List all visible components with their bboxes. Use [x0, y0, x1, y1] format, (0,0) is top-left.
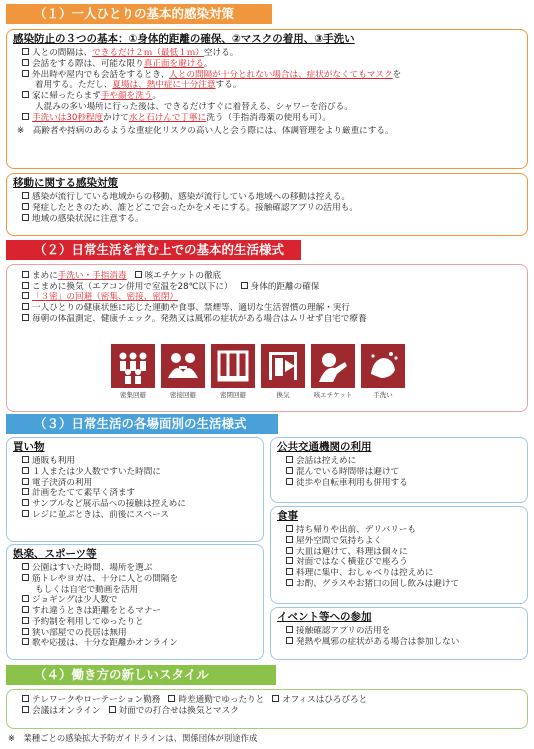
- pictogram: 密集回避: [108, 344, 158, 399]
- list-row: [13, 695, 521, 706]
- checkbox-icon: [22, 91, 29, 98]
- list-item: 咳エチケットの徹底: [135, 271, 222, 282]
- checkbox-icon: [22, 292, 29, 299]
- checkbox-icon: [22, 203, 29, 210]
- checkbox-icon: [286, 525, 293, 532]
- footer-note: ※ 業種ごとの感染拡大予防ガイドラインは、関係団体が別途作成: [8, 733, 258, 743]
- pictogram: 換気: [258, 344, 308, 399]
- checkbox-icon: [22, 456, 29, 463]
- section-1-header: （１）一人ひとりの基本的感染対策: [6, 4, 272, 24]
- handwash-icon: [361, 344, 405, 388]
- ventilation-icon: [261, 344, 305, 388]
- list-row: [13, 706, 521, 717]
- checkbox-icon: [286, 568, 293, 575]
- list-item: 混んでいる時間帯は避けて: [277, 467, 521, 478]
- list-item: 公園はすいた時間、場所を選ぶ: [13, 563, 257, 574]
- list-item: 会議はオンライン: [22, 706, 101, 717]
- checkbox-icon: [22, 282, 29, 289]
- checkbox-icon: [22, 606, 29, 613]
- checkbox-icon: [22, 48, 29, 55]
- list-item-continued: 人混みの多い場所に行った後は、できるだけすぐに着替える、シャワーを浴びる。: [35, 101, 353, 112]
- checkbox-icon: [286, 547, 293, 554]
- list-item: 外出時や屋内でも会話をするとき、人との間隔が十分とれない場合は、症状がなくてもマスクを: [13, 70, 521, 81]
- list-row: [13, 282, 521, 293]
- checkbox-icon: [168, 695, 175, 702]
- shopping-title: 買い物: [13, 441, 45, 453]
- cough-etiquette-icon: [311, 344, 355, 388]
- movement-box: [6, 173, 528, 236]
- list-item: 接触確認アプリの活用を: [277, 626, 521, 637]
- checkbox-icon: [109, 706, 116, 713]
- list-item: 地域の感染状況に注意する。: [13, 214, 521, 225]
- checkbox-icon: [272, 695, 279, 702]
- list-item-continued: 着用する。ただし、夏場は、熱中症に十分注意する。: [35, 80, 242, 91]
- list-item: 対面ではなく横並びで座ろう: [277, 557, 521, 568]
- transport-title: 公共交通機関の利用: [277, 441, 372, 453]
- list-item: 発熱や風邪の症状がある場合は参加しない: [277, 637, 521, 648]
- checkbox-icon: [22, 70, 29, 77]
- list-item: 時差通勤でゆったりと: [168, 695, 264, 706]
- pictogram: 手洗い: [358, 344, 408, 399]
- section-3-header: （３）日常生活の各場面別の生活様式: [6, 414, 278, 434]
- checkbox-icon: [286, 478, 293, 485]
- checkbox-icon: [22, 574, 29, 581]
- crowd-icon: [111, 344, 155, 388]
- list-item: 一人ひとりの健康状態に応じた運動や食事、禁煙等、適切な生活習慣の理解・実行: [13, 303, 521, 314]
- list-row: [13, 271, 521, 282]
- section-2-header: （２）日常生活を営む上での基本的生活様式: [6, 240, 301, 260]
- checkbox-icon: [22, 617, 29, 624]
- list-item: まめに手洗い・手指消毒: [22, 271, 127, 282]
- list-item-continued: もしくは自宅で動画を活用: [35, 584, 139, 595]
- checkbox-icon: [135, 271, 142, 278]
- list-item: 感染が流行している地域からの移動、感染が流行している地域への移動は控える。: [13, 192, 521, 203]
- list-item: 毎朝の体温測定、健康チェック。発熱又は風邪の症状がある場合はムリせず自宅で療養: [13, 314, 521, 325]
- checkbox-icon: [286, 456, 293, 463]
- work-style-box: [6, 689, 528, 729]
- event-box: [270, 607, 528, 660]
- checkbox-icon: [286, 579, 293, 586]
- checkbox-icon: [22, 628, 29, 635]
- checkbox-icon: [22, 467, 29, 474]
- leisure-box: [6, 544, 264, 660]
- list-item: 家に帰ったらまず手や顔を洗う。: [13, 91, 521, 102]
- list-item: 狭い部屋での長居は無用: [13, 628, 257, 639]
- checkbox-icon: [22, 192, 29, 199]
- list-item: 対面での打合せは換気とマスク: [109, 706, 239, 717]
- pictogram: 咳エチケット: [308, 344, 358, 399]
- checkbox-icon: [22, 478, 29, 485]
- checkbox-icon: [22, 706, 29, 713]
- list-item: 屋外空間で気持ちよく: [277, 536, 521, 547]
- checkbox-icon: [22, 695, 29, 702]
- list-item: すれ違うときは距離をとるマナー: [13, 606, 257, 617]
- section-4-header: （４）働き方の新しいスタイル: [6, 665, 276, 685]
- list-item: 大皿は避けて、料理は個々に: [277, 547, 521, 558]
- list-item: 筋トレやヨガは、十分に人との間隔を: [13, 574, 257, 585]
- list-item: オフィスはひろびろと: [272, 695, 367, 706]
- transport-box: [270, 437, 528, 503]
- meal-title: 食事: [277, 510, 298, 522]
- list-item: 通販も利用: [13, 456, 257, 467]
- checkbox-icon: [241, 282, 248, 289]
- checkbox-icon: [22, 214, 29, 221]
- movement-title: 移動に関する感染対策: [13, 177, 118, 189]
- list-item: 料理に集中、おしゃべりは控えめに: [277, 568, 521, 579]
- checkbox-icon: [22, 510, 29, 517]
- high-risk-note: ※ 高齢者や持病のあるような重症化リスクの高い人と会う際には、体調管理をより厳重にする。: [17, 126, 394, 137]
- list-item: テレワークやローテーション勤務: [22, 695, 160, 706]
- list-item: サンプルなど展示品への接触は控えめに: [13, 499, 257, 510]
- pictogram-row: [108, 344, 408, 399]
- list-item: ジョギングは少人数で: [13, 595, 257, 606]
- list-item: 手洗いは30秒程度かけて水と石けんで丁寧に洗う（手指消毒薬の使用も可）。: [13, 113, 521, 124]
- list-item: 発症したときのため、誰とどこで会ったかをメモにする。接触確認アプリの活用も。: [13, 203, 521, 214]
- pictogram: 密閉回避: [208, 344, 258, 399]
- checkbox-icon: [22, 314, 29, 321]
- checkbox-icon: [22, 113, 29, 120]
- closed-space-icon: [211, 344, 255, 388]
- list-item: １人または少人数ですいた時間に: [13, 467, 257, 478]
- checkbox-icon: [22, 488, 29, 495]
- event-title: イベント等への参加: [277, 611, 372, 623]
- checkbox-icon: [286, 626, 293, 633]
- checkbox-icon: [22, 563, 29, 570]
- list-item: 歌や応援は、十分な距離かオンライン: [13, 638, 257, 649]
- checkbox-icon: [286, 467, 293, 474]
- list-item: 会話をする際は、可能な限り真正面を避ける。: [13, 59, 521, 70]
- checkbox-icon: [22, 303, 29, 310]
- checkbox-icon: [22, 271, 29, 278]
- pictogram: 密接回避: [158, 344, 208, 399]
- list-item: お酌、グラスやお猪口の回し飲みは避けて: [277, 579, 521, 590]
- shopping-box: [6, 437, 264, 542]
- list-item: 徒歩や自転車利用も併用する: [277, 478, 521, 489]
- list-item: 身体的距離の確保: [241, 282, 320, 293]
- list-item: 電子決済の利用: [13, 478, 257, 489]
- basic-measures-title: 感染防止の３つの基本：①身体的距離の確保、②マスクの着用、③手洗い: [13, 33, 355, 45]
- checkbox-icon: [22, 595, 29, 602]
- list-item: 会話は控えめに: [277, 456, 521, 467]
- checkbox-icon: [286, 557, 293, 564]
- list-item: レジに並ぶときは、前後にスペース: [13, 510, 257, 521]
- checkbox-icon: [22, 638, 29, 645]
- list-item: 「３密」の回避（密集、密接、密閉）: [13, 292, 521, 303]
- checkbox-icon: [22, 59, 29, 66]
- list-item: 予約制を利用してゆったりと: [13, 617, 257, 628]
- checkbox-icon: [286, 637, 293, 644]
- checkbox-icon: [22, 499, 29, 506]
- close-contact-icon: [161, 344, 205, 388]
- list-item: 計画をたてて素早く済ます: [13, 488, 257, 499]
- basic-measures-box: [6, 29, 528, 169]
- list-item: 持ち帰りや出前、デリバリーも: [277, 525, 521, 536]
- list-item: 人との間隔は、できるだけ２ｍ（最低１ｍ）空ける。: [13, 48, 521, 59]
- checkbox-icon: [286, 536, 293, 543]
- meal-box: [270, 506, 528, 604]
- list-item: こまめに換気（エアコン併用で室温を28℃以下に）: [22, 282, 233, 293]
- leisure-title: 娯楽、スポーツ等: [13, 548, 97, 560]
